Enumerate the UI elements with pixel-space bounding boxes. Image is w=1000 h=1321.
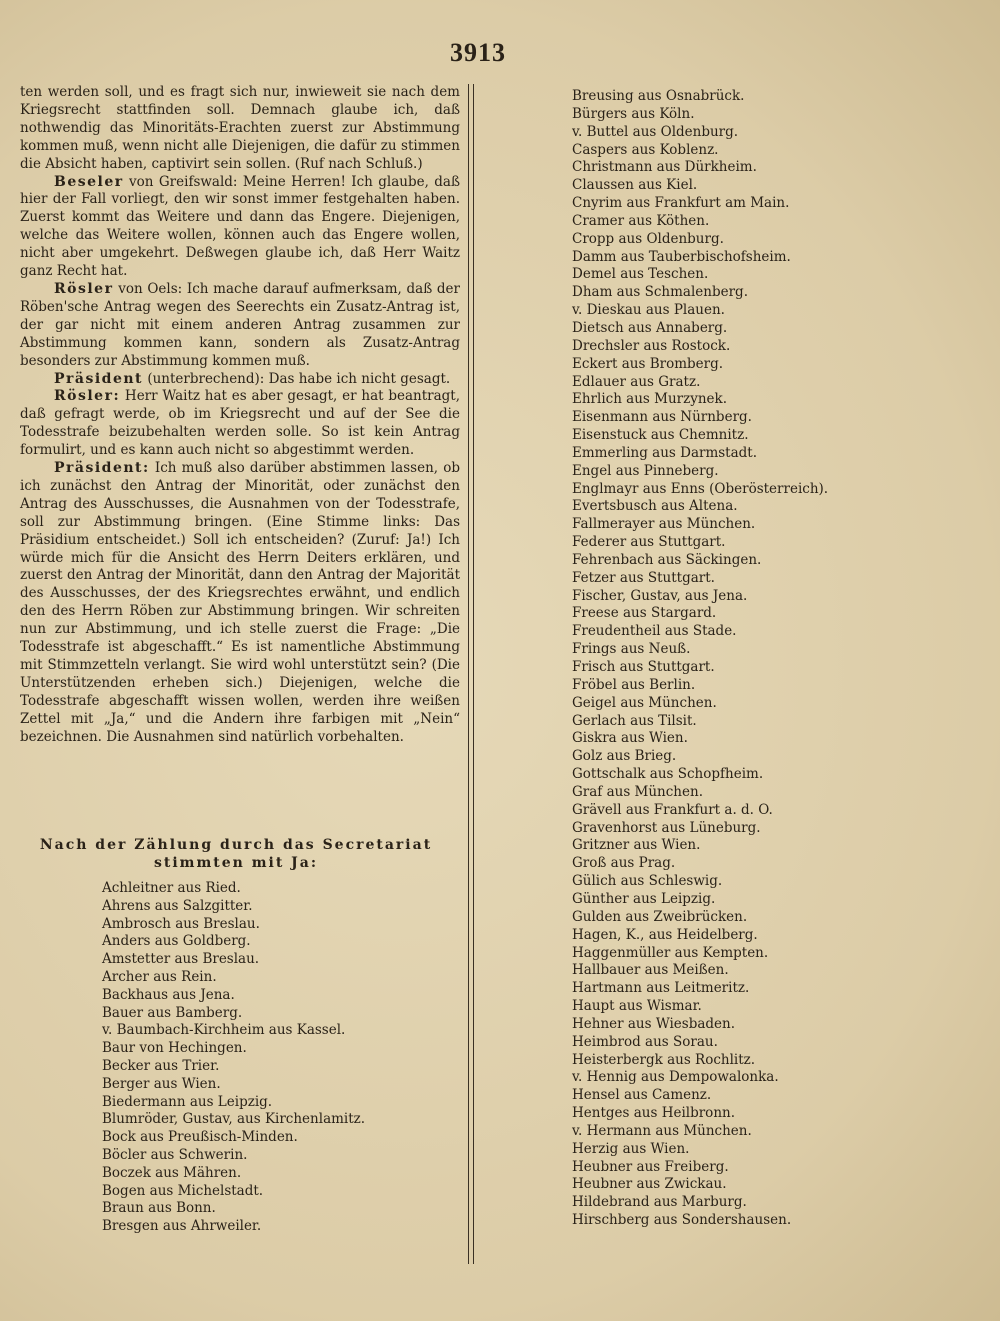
voter-entry: Christmann aus Dürkheim. <box>572 159 757 176</box>
voter-entry: Federer aus Stuttgart. <box>572 534 726 551</box>
voter-entry: Caspers aus Koblenz. <box>572 141 719 158</box>
voter-entry: Hensel aus Camenz. <box>572 1087 712 1104</box>
voter-entry: Boczek aus Mähren. <box>102 1164 242 1181</box>
speaker-name: Rösler: <box>54 388 121 405</box>
voter-entry: Geigel aus München. <box>572 694 717 711</box>
voter-entry: Evertsbusch aus Altena. <box>572 498 738 515</box>
voter-entry: Gravenhorst aus Lüneburg. <box>572 819 761 836</box>
voter-entry: Berger aus Wien. <box>102 1075 221 1092</box>
left-column-text <box>20 84 460 747</box>
voter-entry: Hehner aus Wiesbaden. <box>572 1015 736 1032</box>
voter-entry: Dham aus Schmalenberg. <box>572 284 748 301</box>
voter-entry: Heubner aus Zwickau. <box>572 1176 727 1193</box>
voter-entry: Emmerling aus Darmstadt. <box>572 444 758 461</box>
voter-entry: Gottschalk aus Schopfheim. <box>572 766 764 783</box>
voter-entry: Claussen aus Kiel. <box>572 177 698 194</box>
paragraph-praesident-1 <box>20 371 460 389</box>
voter-entry: Haupt aus Wismar. <box>572 998 702 1015</box>
voter-entry: v. Buttel aus Oldenburg. <box>572 123 739 140</box>
speaker-name: Präsident: <box>54 460 150 477</box>
voter-entry: Achleitner aus Ried. <box>102 880 241 896</box>
column-divider <box>468 84 474 1264</box>
voter-entry: Backhaus aus Jena. <box>102 986 235 1003</box>
paragraph-continuation <box>20 84 460 174</box>
voter-entry: Anders aus Goldberg. <box>102 933 251 950</box>
voter-entry: Archer aus Rein. <box>102 968 217 985</box>
voter-entry: Frings aus Neuß. <box>572 641 691 658</box>
paragraph-beseler <box>20 174 460 281</box>
voter-entry: Graf aus München. <box>572 783 703 800</box>
voter-entry: Gulden aus Zweibrücken. <box>572 908 748 925</box>
voter-entry: Fischer, Gustav, aus Jena. <box>572 587 748 604</box>
voter-entry: Breusing aus Osnabrück. <box>572 88 745 104</box>
speaker-name: Beseler <box>54 173 124 190</box>
voter-entry: Edlauer aus Gratz. <box>572 373 701 390</box>
voter-entry: Herzig aus Wien. <box>572 1140 690 1157</box>
paragraph-text: (unterbrechend): Das habe ich nicht gesagt. <box>147 370 451 387</box>
voter-entry: Haggenmüller aus Kempten. <box>572 944 769 961</box>
voter-entry: Fetzer aus Stuttgart. <box>572 569 715 586</box>
vote-heading: Nach der Zählung durch das Secretariat stimmten mit Ja: <box>39 837 433 871</box>
voter-entry: Gerlach aus Tilsit. <box>572 712 697 729</box>
voter-entry: Demel aus Teschen. <box>572 266 709 283</box>
voter-entry: Englmayr aus Enns (Oberösterreich). <box>572 480 829 497</box>
voter-entry: Hagen, K., aus Heidelberg. <box>572 926 758 943</box>
voter-entry: Bresgen aus Ahrweiler. <box>102 1218 262 1235</box>
voter-entry: Heubner aus Freiberg. <box>572 1158 729 1175</box>
voter-entry: Hirschberg aus Sondershausen. <box>572 1212 792 1229</box>
voter-entry: Heisterbergk aus Rochlitz. <box>572 1051 756 1068</box>
voter-entry: Fallmerayer aus München. <box>572 516 756 533</box>
voter-entry: v. Dieskau aus Plauen. <box>572 302 725 319</box>
voter-entry: Cropp aus Oldenburg. <box>572 230 724 247</box>
voter-entry: v. Hermann aus München. <box>572 1122 752 1139</box>
voter-entry: Bogen aus Michelstadt. <box>102 1182 264 1199</box>
voter-entry: Bauer aus Bamberg. <box>102 1004 243 1021</box>
voter-entry: Giskra aus Wien. <box>572 730 688 747</box>
voter-entry: Golz aus Brieg. <box>572 748 677 765</box>
voter-list-right <box>572 88 992 1230</box>
voter-entry: Frisch aus Stuttgart. <box>572 659 715 675</box>
voter-entry: Bürgers aus Köln. <box>572 105 695 122</box>
voter-entry: Cnyrim aus Frankfurt am Main. <box>572 195 790 212</box>
voter-entry: Hallbauer aus Meißen. <box>572 962 729 979</box>
voter-entry: Becker aus Trier. <box>102 1057 220 1074</box>
voter-entry: v. Baumbach-Kirchheim aus Kassel. <box>102 1022 346 1039</box>
voter-entry: Gritzner aus Wien. <box>572 837 701 854</box>
voter-entry: Hentges aus Heilbronn. <box>572 1105 735 1122</box>
voter-entry: Böcler aus Schwerin. <box>102 1146 248 1163</box>
voter-entry: Fröbel aus Berlin. <box>572 676 696 693</box>
voter-entry: Hildebrand aus Marburg. <box>572 1194 747 1211</box>
paragraph-roesler-2 <box>20 388 460 460</box>
voter-entry: Eckert aus Bromberg. <box>572 355 724 372</box>
paragraph-praesident-2 <box>20 460 460 747</box>
voter-entry: Amstetter aus Breslau. <box>102 951 260 968</box>
voter-entry: Ahrens aus Salzgitter. <box>102 897 253 914</box>
voter-entry: Drechsler aus Rostock. <box>572 337 731 354</box>
voter-entry: Hartmann aus Leitmeritz. <box>572 980 750 997</box>
voter-entry: v. Hennig aus Dempowalonka. <box>572 1069 779 1086</box>
voter-entry: Günther aus Leipzig. <box>572 890 716 907</box>
voter-list-left <box>102 880 462 1236</box>
paragraph-text: Ich muß also darüber abstimmen lassen, ob ich zunächst den Antrag der Minorität, oder zunächst den Antrag des Ausschusses, die Ausnahmen von der Todesstrafe, soll zur Abstimmung bringen. (Eine Stimme links: Das Präsidium entscheidet.) Soll ich entscheiden? (Zuruf: Ja!) Ich würde mich für die Ansicht des Herrn Deiters erklären, und zuerst den Antrag der Minorität, dann den Antrag der Majorität des Ausschusses, der des Kriegsrechtes erwähnt, und endlich den des Herrn Röben zur Abstimmung bringen. Wir schreiten nun zur Abstimmung, und ich stelle zuerst die Frage: „Die Todesstrafe ist abgeschafft.“ Es ist namentliche Abstimmung mit Stimmzetteln verlangt. Sie wird wohl unterstützt sein? (Die Unterstützenden erheben sich.) Diejenigen, welche die Todesstrafe abgeschafft wissen wollen, werden ihre weißen Zettel mit „Ja,“ und die Andern ihre farbigen mit „Nein“ bezeichnen. Die Ausnahmen sind natürlich vorbehalten. <box>20 460 461 745</box>
voter-entry: Cramer aus Köthen. <box>572 212 710 229</box>
voter-entry: Eisenstuck aus Chemnitz. <box>572 427 749 444</box>
voter-entry: Braun aus Bonn. <box>102 1200 216 1217</box>
voter-entry: Freese aus Stargard. <box>572 605 717 622</box>
voter-entry: Gülich aus Schleswig. <box>572 873 723 890</box>
voter-entry: Engel aus Pinneberg. <box>572 462 719 479</box>
voter-entry: Grävell aus Frankfurt a. d. O. <box>572 801 773 818</box>
paragraph-text: von Greifswald: Meine Herren! Ich glaube, daß hier der Fall vorliegt, den wir sonst immer festgehalten haben. Zuerst kommt das Weitere und dann das Engere. Diejenigen, welche das Weitere wollen, können auch das Engere wollen, nicht aber umgekehrt. Deßwegen glaube ich, daß Herr Waitz ganz Recht hat. <box>20 173 460 280</box>
voter-entry: Freudentheil aus Stade. <box>572 623 737 640</box>
paragraph-text: ten werden soll, und es fragt sich nur, inwieweit sie nach dem Kriegsrecht stattfinden soll. Demnach glaube ich, daß nothwendig das Minoritäts-Erachten zuerst zur Abstimmung kommen muß, wenn nicht alle Diejenigen, die dafür zu stimmen die Absicht haben, captivirt sein sollen. (Ruf nach Schluß.) <box>20 84 460 172</box>
voter-entry: Bock aus Preußisch-Minden. <box>102 1129 298 1146</box>
voter-entry: Biedermann aus Leipzig. <box>102 1093 273 1110</box>
voter-entry: Fehrenbach aus Säckingen. <box>572 551 762 568</box>
page-number: 3913 <box>450 38 506 67</box>
voter-entry: Damm aus Tauberbischofsheim. <box>572 248 791 265</box>
voter-entry: Eisenmann aus Nürnberg. <box>572 409 752 426</box>
voter-entry: Groß aus Prag. <box>572 855 676 872</box>
voter-entry: Ambrosch aus Breslau. <box>102 915 260 932</box>
paragraph-text: Herr Waitz hat es aber gesagt, er hat beantragt, daß gefragt werde, ob im Kriegsrecht und auf der See die Todesstrafe beizubehalten werden solle. So ist kein Antrag formulirt, und es kann auch nicht so abgestimmt werden. <box>20 388 460 459</box>
speaker-name: Präsident <box>54 370 144 387</box>
voter-entry: Blumröder, Gustav, aus Kirchenlamitz. <box>102 1111 366 1128</box>
voter-entry: Heimbrod aus Sorau. <box>572 1033 718 1050</box>
paragraph-text: von Oels: Ich mache darauf aufmerksam, daß der Röben'sche Antrag wegen des Seerechts ein Zusatz-Antrag ist, der gar nicht mit einem anderen Antrag zusammen zur Abstimmung kommen kann, sondern als Zusatz-Antrag besonders zur Abstimmung kommen muß. <box>20 280 461 369</box>
speaker-name: Rösler <box>54 280 114 297</box>
paragraph-roesler-1 <box>20 281 460 371</box>
voter-entry: Ehrlich aus Murzynek. <box>572 391 728 408</box>
voter-entry: Baur von Hechingen. <box>102 1040 247 1057</box>
voter-entry: Dietsch aus Annaberg. <box>572 319 728 336</box>
